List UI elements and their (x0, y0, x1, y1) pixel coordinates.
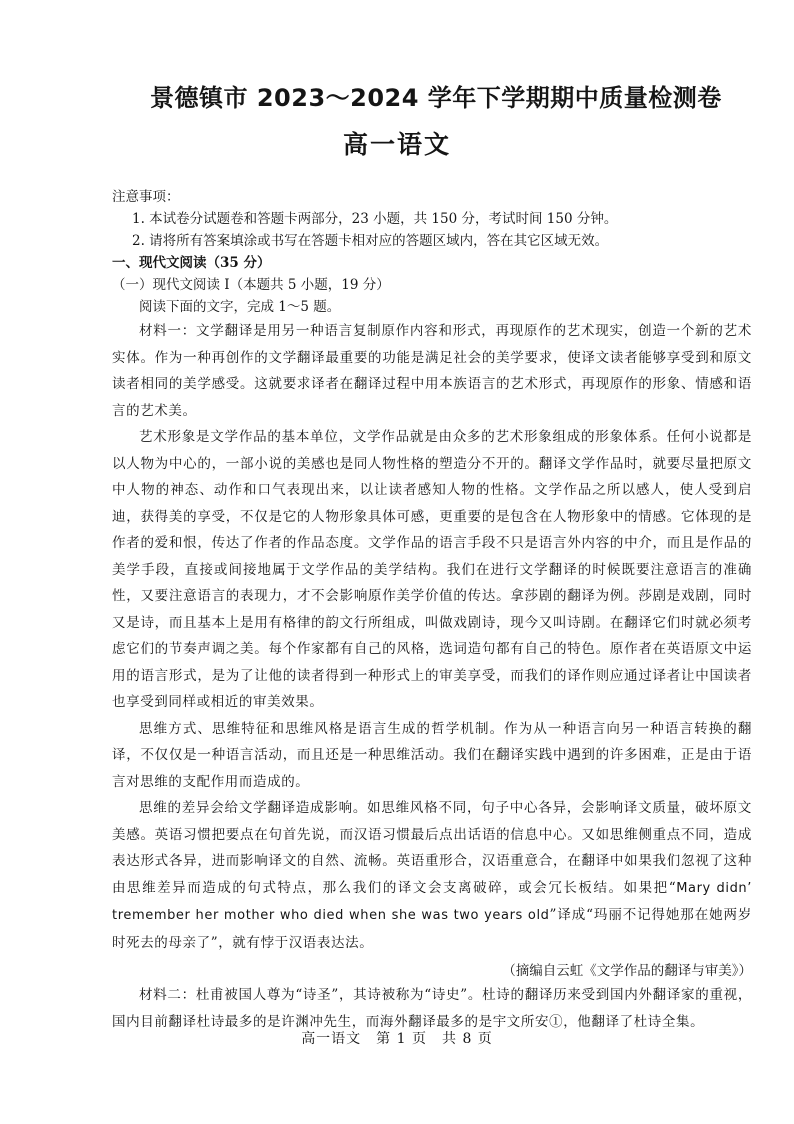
notice-heading: 注意事项： (112, 189, 180, 205)
subsection-heading: （一）现代文阅读 I（本题共 5 小题，19 分） (112, 277, 390, 293)
exam-content (112, 186, 752, 1035)
page-footer: 高一语文 第 1 页 共 8 页 (301, 1031, 493, 1047)
material2-paragraph: 材料二：杜甫被国人尊为“诗圣”，其诗被称为“诗史”。杜诗的翻译历来受到国内外翻译家的重视，国内目前翻译杜诗最多的是许渊冲先生，而海外翻译最多的是宇文所安①，他翻译了杜诗全集。 (112, 987, 752, 1030)
exam-subject: 高一语文 (342, 130, 451, 159)
material1-paragraph-2: 艺术形象是文学作品的基本单位，文学作品就是由众多的艺术形象组成的形象体系。任何小说都是以人物为中心的，一部小说的美感也是同人物性格的塑造分不开的。翻译文学作品时，就要尽量把原文中人物的神态、动作和口气表现出来，以让读者感知人物的性格。文学作品之所以感人，使人受到启迪，获得美的享受，不仅是它的人物形象具体可感，更重要的是包含在人物形象中的情感。它体现的是作者的爱和恨，传达了作者的作品态度。文学作品的语言手段不只是语言外内容的中介，而且是作品的美学手段，直接或间接地属于文学作品的美学结构。我们在进行文学翻译的时候既要注意语言的准确性，又要注意语言的表现力，才不会影响原作美学价值的传达。拿莎剧的翻译为例。莎剧是戏剧，同时又是诗，而且基本上是用有格律的韵文行所组成，叫做戏剧诗，现今又叫诗剧。在翻译它们时就必须考虑它们的节奏声调之美。每个作家都有自己的风格，选词造句都有自己的特色。原作者在英语原文中运用的语言形式，是为了让他的读者得到一种形式上的审美享受，而我们的译作则应通过译者让中国读者也享受到同样或相近的审美效果。 (112, 429, 752, 710)
material1-paragraph-4 (112, 795, 752, 956)
material1-paragraph-1: 材料一：文学翻译是用另一种语言复制原作内容和形式，再现原作的艺术现实，创造一个新的艺术实体。作为一种再创作的文学翻译最重要的功能是满足社会的美学要求，使译文读者能够享受到和原文读者相同的美学感受。这就要求译者在翻译过程中用本族语言的艺术形式，再现原作的形象、情感和语言的艺术美。 (112, 323, 752, 419)
material1-source: （摘编自云虹《文学作品的翻译与审美》） (502, 963, 752, 979)
notice-item-2: 2. 请将所有答案填涂或书写在答题卡相对应的答题区域内，答在其它区域无效。 (132, 233, 609, 249)
reading-instruction: 阅读下面的文字，完成 1～5 题。 (139, 299, 341, 315)
material1-paragraph-3: 思维方式、思维特征和思维风格是语言生成的哲学机制。作为从一种语言向另一种语言转换的翻译，不仅仅是一种语言活动，而且还是一种思维活动。我们在翻译实践中遇到的许多困难，正是由于语言对思维的支配作用而造成的。 (112, 720, 752, 790)
section-heading: 一、现代文阅读（35 分） (112, 255, 271, 271)
exam-title: 景德镇市 2023～2024 学年下学期期中质量检测卷 (150, 84, 722, 112)
english-example-sentence: Mary didn’ tremember her mother who died when she was two years old (112, 880, 753, 923)
notice-item-1: 1. 本试卷分试题卷和答题卡两部分，23 小题，共 150 分，考试时间 150 分钟。 (132, 211, 618, 227)
paragraph-4-text-before: 思维的差异会给文学翻译造成影响。如思维风格不同，句子中心各异，会影响译文质量，破坏原文美感。英语习惯把要点在句首先说，而汉语习惯最后点出话语的信息中心。又如思维侧重点不同，造成表达形式各异，进而影响译文的自然、流畅。英语重形合，汉语重意合，在翻译中如果我们忽视了这种由思维差异而造成的句式特点，那么我们的译文会支离破碎，或会冗长板结。如果把“ (112, 800, 752, 896)
paragraph-4-text-after: ”译成“玛丽不记得她那在她两岁时死去的母亲了”，就有悖于汉语表达法。 (112, 907, 752, 951)
